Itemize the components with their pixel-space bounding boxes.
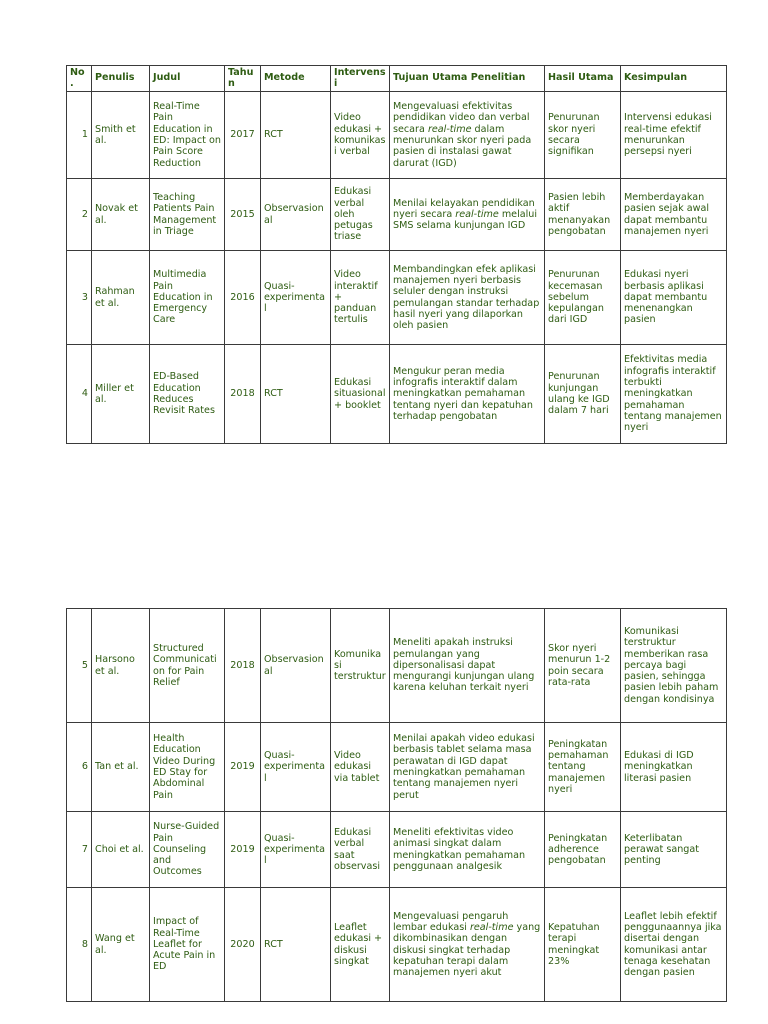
header-kesimpulan: Kesimpulan xyxy=(621,66,727,92)
cell-tahun: 2019 xyxy=(225,812,261,888)
tujuan-text-a: Menilai kelayakan pendidikan nyeri secara xyxy=(393,197,535,220)
cell-intervensi: Video edukasi + komunikasi verbal xyxy=(331,92,390,179)
table-row xyxy=(67,251,727,345)
header-tahun: Tahun xyxy=(225,66,261,92)
cell-judul: Teaching Patients Pain Management in Triage xyxy=(150,179,225,251)
cell-judul: Real-Time Pain Education in ED: Impact on Pain Score Reduction xyxy=(150,92,225,179)
cell-judul: Impact of Real-Time Leaflet for Acute Pain in ED xyxy=(150,888,225,1002)
cell-metode: RCT xyxy=(261,888,331,1002)
cell-penulis: Novak et al. xyxy=(92,179,150,251)
cell-tujuan xyxy=(390,251,545,345)
header-no: No. xyxy=(67,66,92,92)
cell-intervensi: Komunikasi terstruktur xyxy=(331,609,390,723)
cell-hasil: Peningkatan pemahaman tentang manajemen nyeri xyxy=(545,723,621,812)
cell-judul: Nurse-Guided Pain Counseling and Outcomes xyxy=(150,812,225,888)
table-row xyxy=(67,92,727,179)
cell-penulis: Wang et al. xyxy=(92,888,150,1002)
cell-kesimpulan: Intervensi edukasi real-time efektif menurunkan persepsi nyeri xyxy=(621,92,727,179)
cell-tahun: 2017 xyxy=(225,92,261,179)
cell-no: 8 xyxy=(67,888,92,1002)
cell-metode: RCT xyxy=(261,92,331,179)
table-header-row xyxy=(67,66,727,92)
table-row xyxy=(67,179,727,251)
cell-penulis: Smith et al. xyxy=(92,92,150,179)
cell-no: 6 xyxy=(67,723,92,812)
header-intervensi: Intervensi xyxy=(331,66,390,92)
cell-tahun: 2016 xyxy=(225,251,261,345)
tujuan-emphasis: real-time xyxy=(455,208,499,220)
cell-hasil: Skor nyeri menurun 1-2 poin secara rata-rata xyxy=(545,609,621,723)
cell-intervensi: Edukasi situasional + booklet xyxy=(331,345,390,444)
tujuan-text-a: Meneliti apakah instruksi pemulangan yang dipersonalisasi dapat mengurangi kunjungan ulang karena keluhan terkait nyeri xyxy=(393,637,535,694)
cell-metode: Quasi-experimental xyxy=(261,812,331,888)
cell-penulis: Choi et al. xyxy=(92,812,150,888)
table-row xyxy=(67,812,727,888)
header-penulis: Penulis xyxy=(92,66,150,92)
cell-tujuan xyxy=(390,92,545,179)
cell-kesimpulan: Leaflet lebih efektif penggunaannya jika disertai dengan komunikasi antar tenaga kesehatan dengan pasien xyxy=(621,888,727,1002)
cell-hasil: Kepatuhan terapi meningkat 23% xyxy=(545,888,621,1002)
tujuan-text-a: Mengukur peran media infografis interaktif dalam meningkatkan pemahaman tentang nyeri dan kepatuhan terhadap pengobatan xyxy=(393,365,533,422)
cell-hasil: Penurunan skor nyeri secara signifikan xyxy=(545,92,621,179)
cell-penulis: Harsono et al. xyxy=(92,609,150,723)
cell-no: 1 xyxy=(67,92,92,179)
table-row xyxy=(67,609,727,723)
tujuan-text-b: yang dikombinasikan dengan diskusi singkat terhadap kepatuhan terapi dalam manajemen nyeri akut xyxy=(393,921,541,979)
cell-metode: Quasi-experimental xyxy=(261,251,331,345)
cell-kesimpulan: Memberdayakan pasien sejak awal dapat membantu manajemen nyeri xyxy=(621,179,727,251)
cell-tujuan xyxy=(390,179,545,251)
cell-metode: Observasional xyxy=(261,609,331,723)
tujuan-text-b: dalam menurunkan skor nyeri pada pasien di instalasi gawat darurat (IGD) xyxy=(393,123,532,169)
header-tujuan: Tujuan Utama Penelitian xyxy=(390,66,545,92)
literature-table-page-2 xyxy=(66,608,727,1002)
header-metode: Metode xyxy=(261,66,331,92)
cell-judul: Multimedia Pain Education in Emergency Care xyxy=(150,251,225,345)
cell-intervensi: Leaflet edukasi + diskusi singkat xyxy=(331,888,390,1002)
cell-no: 5 xyxy=(67,609,92,723)
cell-metode: Quasi-experimental xyxy=(261,723,331,812)
table-row xyxy=(67,345,727,444)
cell-penulis: Miller et al. xyxy=(92,345,150,444)
cell-tujuan xyxy=(390,345,545,444)
cell-no: 3 xyxy=(67,251,92,345)
cell-hasil: Peningkatan adherence pengobatan xyxy=(545,812,621,888)
tujuan-text-a: Menilai apakah video edukasi berbasis tablet selama masa perawatan di IGD dapat meningkatkan pemahaman tentang manajemen nyeri perut xyxy=(393,733,535,801)
cell-tujuan xyxy=(390,888,545,1002)
cell-tujuan xyxy=(390,723,545,812)
cell-kesimpulan: Efektivitas media infografis interaktif terbukti meningkatkan pemahaman tentang manajemen nyeri xyxy=(621,345,727,444)
cell-intervensi: Edukasi verbal oleh petugas triase xyxy=(331,179,390,251)
cell-kesimpulan: Edukasi nyeri berbasis aplikasi dapat membantu menenangkan pasien xyxy=(621,251,727,345)
tujuan-emphasis: real-time xyxy=(427,123,472,135)
tujuan-text-a: Meneliti efektivitas video animasi singkat dalam meningkatkan pemahaman penggunaan analgesik xyxy=(393,826,526,872)
table-row xyxy=(67,888,727,1002)
cell-tahun: 2018 xyxy=(225,345,261,444)
header-judul: Judul xyxy=(150,66,225,92)
cell-intervensi: Video interaktif + panduan tertulis xyxy=(331,251,390,345)
cell-penulis: Rahman et al. xyxy=(92,251,150,345)
cell-judul: ED-Based Education Reduces Revisit Rates xyxy=(150,345,225,444)
cell-hasil: Penurunan kecemasan sebelum kepulangan dari IGD xyxy=(545,251,621,345)
cell-no: 4 xyxy=(67,345,92,444)
cell-no: 7 xyxy=(67,812,92,888)
cell-metode: RCT xyxy=(261,345,331,444)
cell-penulis: Tan et al. xyxy=(92,723,150,812)
cell-tahun: 2020 xyxy=(225,888,261,1002)
tujuan-text-b: melalui SMS selama kunjungan IGD xyxy=(393,208,538,232)
tujuan-emphasis: real-time xyxy=(469,921,514,933)
cell-kesimpulan: Komunikasi terstruktur memberikan rasa percaya bagi pasien, sehingga pasien lebih paham dengan kondisinya xyxy=(621,609,727,723)
cell-judul: Health Education Video During ED Stay for Abdominal Pain xyxy=(150,723,225,812)
cell-no: 2 xyxy=(67,179,92,251)
tujuan-text-a: Mengevaluasi efektivitas pendidikan video dan verbal secara xyxy=(393,101,530,135)
cell-tujuan xyxy=(390,609,545,723)
cell-intervensi: Video edukasi via tablet xyxy=(331,723,390,812)
cell-hasil: Pasien lebih aktif menanyakan pengobatan xyxy=(545,179,621,251)
tujuan-text-a: Membandingkan efek aplikasi manajemen nyeri berbasis seluler dengan instruksi pemulangan standar terhadap hasil nyeri yang dilaporkan oleh pasien xyxy=(393,263,540,332)
cell-kesimpulan: Edukasi di IGD meningkatkan literasi pasien xyxy=(621,723,727,812)
cell-tujuan xyxy=(390,812,545,888)
cell-hasil: Penurunan kunjungan ulang ke IGD dalam 7 hari xyxy=(545,345,621,444)
cell-tahun: 2018 xyxy=(225,609,261,723)
cell-intervensi: Edukasi verbal saat observasi xyxy=(331,812,390,888)
cell-kesimpulan: Keterlibatan perawat sangat penting xyxy=(621,812,727,888)
cell-tahun: 2019 xyxy=(225,723,261,812)
cell-judul: Structured Communication for Pain Relief xyxy=(150,609,225,723)
cell-metode: Observasional xyxy=(261,179,331,251)
cell-tahun: 2015 xyxy=(225,179,261,251)
header-hasil: Hasil Utama xyxy=(545,66,621,92)
literature-table-page-1 xyxy=(66,65,727,444)
tujuan-text-a: Mengevaluasi pengaruh lembar edukasi xyxy=(393,910,509,933)
table-row xyxy=(67,723,727,812)
